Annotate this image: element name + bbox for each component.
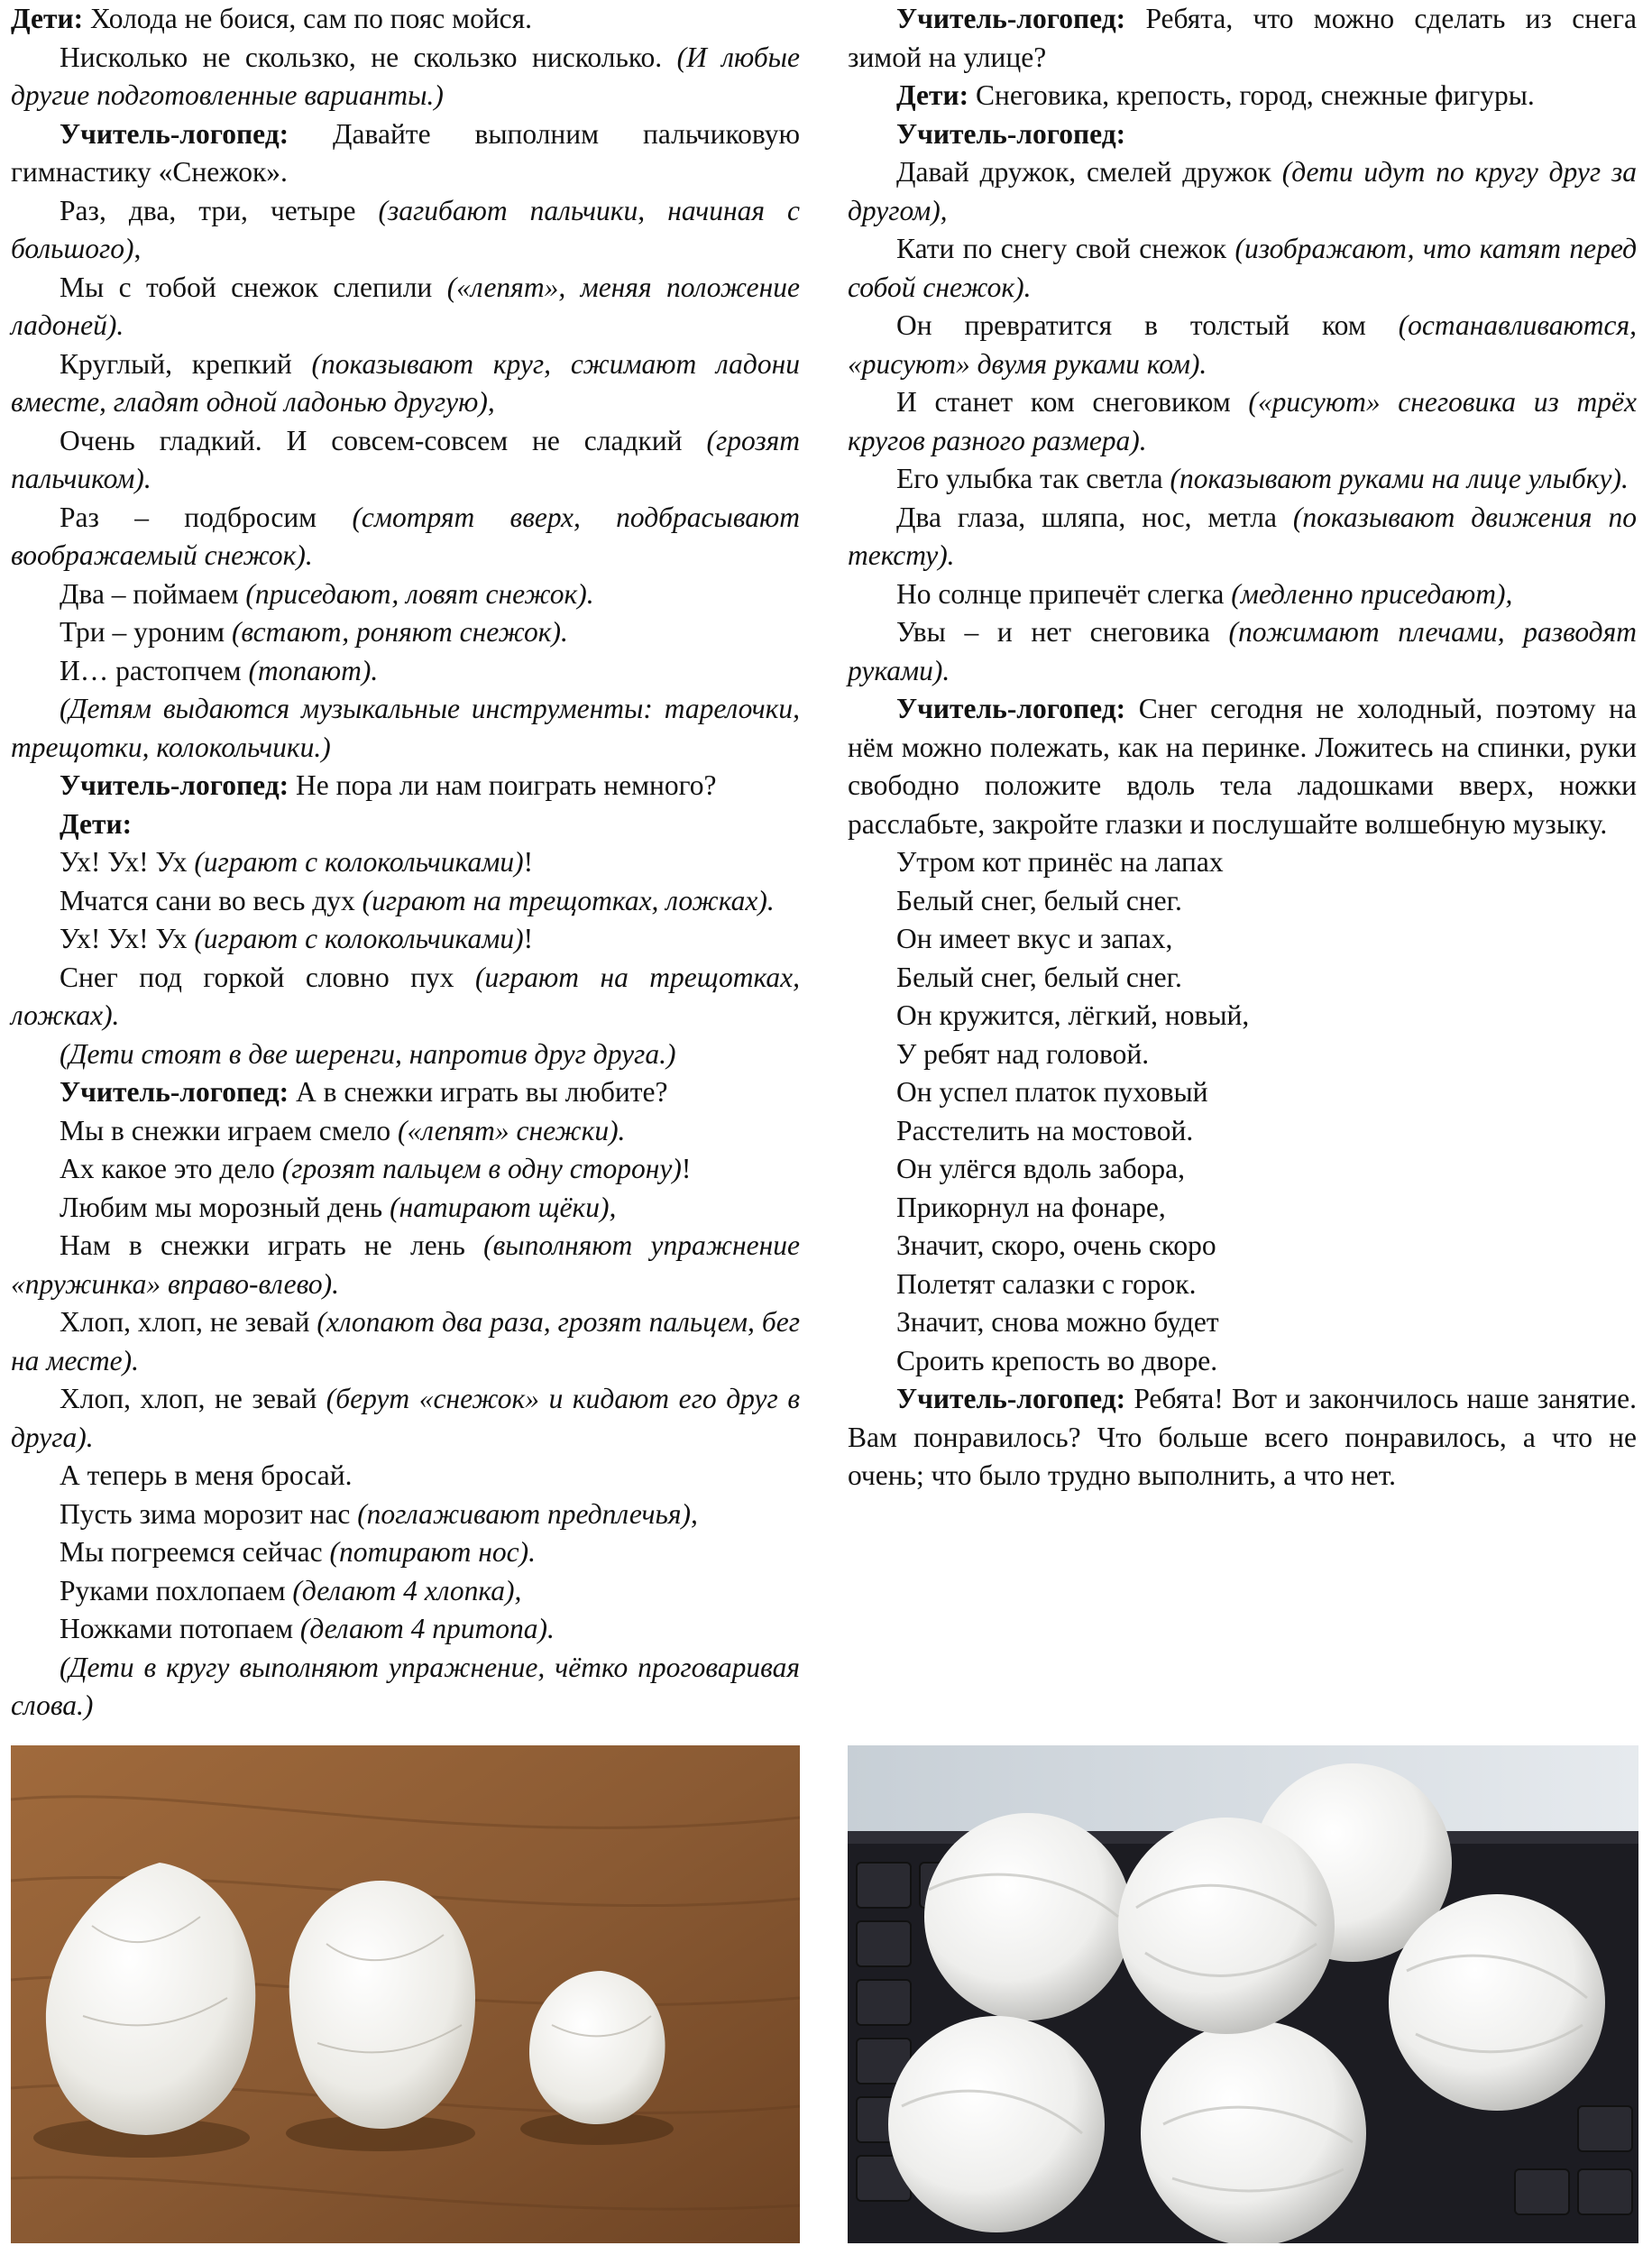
right-paragraph (848, 613, 1637, 690)
text-span: Любим мы морозный день (60, 1191, 390, 1223)
left-paragraph (11, 1150, 800, 1189)
right-paragraph (848, 1189, 1637, 1228)
left-paragraph (11, 1073, 800, 1112)
paper-snowballs-image (11, 1745, 800, 2243)
text-span: Ребята, что можно сделать из снега зимой на улице? (848, 3, 1637, 73)
right-paragraph (848, 499, 1637, 575)
stage-direction: (И любые другие подготовленные варианты.) (11, 41, 800, 111)
stage-direction: (играют с колокольчиками) (194, 923, 524, 954)
left-paragraph (11, 192, 800, 269)
right-paragraph (848, 920, 1637, 959)
stage-direction: (Детям выдаются музыкальные инструменты: тарелочки, трещотки, колокольчики.) (11, 693, 800, 763)
text-span: , (133, 233, 142, 264)
right-paragraph (848, 843, 1637, 882)
text-span: Ребята! Вот и закончилось наше занятие. Вам понравилось? Что больше всего понравилось, а что не очень; что было трудно выполнить, а что нет. (848, 1383, 1637, 1491)
text-span: Увы – и нет снеговика (896, 616, 1229, 648)
left-paragraph (11, 1035, 800, 1074)
left-paragraph (11, 1112, 800, 1151)
speaker-label: Учитель-логопед: (896, 117, 1126, 150)
stage-direction: (показывают руками на лице улыбку). (1170, 463, 1629, 494)
stage-direction: (выполняют упражнение «пружинка» вправо-влево). (11, 1229, 800, 1300)
stage-direction: («лепят», меняя положение ладоней). (11, 271, 801, 341)
right-paragraph (848, 307, 1637, 383)
left-paragraph (11, 1189, 800, 1228)
left-text-column (11, 0, 800, 1726)
text-span: Он улёгся вдоль забора, (896, 1153, 1186, 1184)
text-span: Мы погреемся сейчас (60, 1536, 330, 1568)
text-span: Но солнце припечёт слегка (896, 577, 1232, 610)
text-span: Нисколько не скользко, не скользко нисколько. (60, 41, 677, 73)
yarn-ball-right (1389, 1894, 1605, 2111)
speaker-label: Учитель-логопед: (896, 3, 1146, 34)
stage-direction: (изображают, что катят перед собой снежок). (848, 233, 1637, 303)
text-span: Руками похлопаем (60, 1574, 293, 1606)
speaker-label: Учитель-логопед: (60, 1076, 297, 1108)
text-span: Мы с тобой снежок слепили (60, 271, 447, 303)
text-span: Круглый, крепкий (60, 347, 312, 380)
text-span: Расстелить на мостовой. (896, 1114, 1194, 1146)
text-span: У ребят над головой. (896, 1037, 1150, 1070)
left-paragraph (11, 652, 800, 691)
left-paragraph (11, 1610, 800, 1649)
right-paragraph (848, 1342, 1637, 1381)
text-span: Ух! Ух! Ух (60, 923, 195, 954)
stage-direction: («рисуют» снеговика из трёх кругов разного размера). (848, 386, 1637, 456)
right-paragraph (848, 230, 1637, 307)
left-paragraph (11, 499, 800, 575)
stage-direction: (хлопают два раза, грозят пальцем, бег на месте). (11, 1306, 800, 1376)
left-paragraph (11, 959, 800, 1035)
laptop-screen (848, 1745, 1638, 1831)
text-span: Значит, скоро, очень скоро (896, 1229, 1216, 1261)
text-span: ! (523, 923, 534, 954)
text-span: Не пора ли нам поиграть немного? (296, 769, 717, 801)
stage-direction: (делают 4 хлопка), (292, 1574, 522, 1606)
right-paragraph (848, 77, 1637, 115)
text-span: ! (681, 1153, 692, 1184)
speaker-label: Учитель-логопед: (60, 117, 334, 150)
stage-direction: (приседают, ловят снежок). (245, 577, 594, 610)
text-span: А в снежки играть вы любите? (296, 1076, 668, 1108)
right-paragraph (848, 690, 1637, 843)
text-span: Пусть зима морозит нас (60, 1497, 358, 1530)
stage-direction: (делают 4 притопа). (299, 1613, 555, 1644)
text-span: Белый снег, белый снег. (896, 961, 1182, 993)
stage-direction: (топают). (248, 654, 379, 686)
right-paragraph (848, 1112, 1637, 1151)
left-paragraph (11, 920, 800, 959)
right-paragraph (848, 997, 1637, 1035)
yarn-ball-back-left (924, 1813, 1132, 2020)
left-paragraph (11, 690, 800, 767)
right-paragraph (848, 383, 1637, 460)
speaker-label: Дети: (60, 807, 133, 840)
right-paragraph (848, 1150, 1637, 1189)
stage-direction: (встают, роняют снежок). (231, 616, 568, 648)
text-span: Два глаза, шляпа, нос, метла (896, 501, 1293, 533)
text-span: Сроить крепость во дворе. (896, 1344, 1218, 1376)
text-span: Три – уроним (60, 616, 232, 648)
text-span: Полетят салазки с горок. (896, 1267, 1197, 1300)
left-paragraph (11, 767, 800, 805)
left-paragraph (11, 1227, 800, 1303)
stage-direction: (останавливаются, «рисуют» двумя руками ком). (848, 309, 1637, 380)
text-span: Мчатся сани во весь дух (60, 884, 363, 916)
stage-direction: (играют на трещотках, ложках). (362, 884, 775, 916)
right-paragraph (848, 1266, 1637, 1304)
speaker-label: Учитель-логопед: (60, 769, 297, 801)
text-span: Он имеет вкус и запах, (896, 923, 1173, 954)
stage-direction: (играют на трещотках, ложках). (11, 961, 801, 1031)
text-span: Утром кот принёс на лапах (896, 846, 1224, 878)
right-paragraph (848, 115, 1637, 154)
left-paragraph (11, 843, 800, 882)
stage-direction: (Дети стоят в две шеренги, напротив друг друга.) (60, 1037, 676, 1070)
stage-direction: (играют с колокольчиками) (194, 846, 524, 878)
text-span: Прикорнул на фонаре, (896, 1191, 1166, 1223)
left-paragraph (11, 1649, 800, 1726)
left-paragraph (11, 39, 800, 115)
text-span: Ножками потопаем (60, 1613, 300, 1644)
left-paragraph (11, 805, 800, 844)
left-paragraph (11, 115, 800, 192)
text-span: Снег под горкой словно пух (60, 961, 476, 993)
left-paragraph (11, 613, 800, 652)
stage-direction: (дети идут по кругу друг за другом), (848, 156, 1637, 226)
text-span: Кати по снегу свой снежок (896, 233, 1235, 264)
text-span: Очень гладкий. И совсем-совсем не сладкий (60, 424, 707, 456)
speaker-label: Дети: (896, 79, 977, 111)
left-paragraph (11, 882, 800, 921)
stage-direction: (загибают пальчики, начиная с большого) (11, 194, 800, 264)
paper-snowball-medium (289, 1881, 475, 2129)
stage-direction: (медленно приседают), (1231, 577, 1513, 610)
text-span: Холода не боися, сам по пояс мойся. (90, 3, 533, 34)
right-text-column (848, 0, 1637, 1496)
right-paragraph (848, 575, 1637, 614)
speaker-label: Учитель-логопед: (896, 693, 1139, 724)
stage-direction: (поглаживают предплечья), (357, 1497, 698, 1530)
right-paragraph (848, 882, 1637, 921)
text-span: Он кружится, лёгкий, новый, (896, 999, 1250, 1031)
left-paragraph (11, 1303, 800, 1380)
text-span: ! (523, 846, 534, 878)
text-span: Его улыбка так светла (896, 463, 1170, 494)
stage-direction: (пожимают плечами, разводят руками). (848, 616, 1637, 686)
stage-direction: (показывают круг, сжимают ладони вместе, гладят одной ладонью другую), (11, 347, 800, 418)
left-paragraph (11, 1457, 800, 1496)
stage-direction: (потирают нос). (329, 1536, 536, 1568)
right-paragraph (848, 460, 1637, 499)
left-paragraph (11, 1572, 800, 1611)
text-span: Снеговика, крепость, город, снежные фигуры. (976, 79, 1535, 111)
text-span: И станет ком снеговиком (896, 386, 1249, 418)
left-paragraph (11, 422, 800, 499)
stage-direction: (грозят пальцем в одну сторону) (281, 1153, 682, 1184)
text-span: Он превратится в толстый ком (896, 309, 1399, 341)
text-span: Нам в снежки играть не лень (60, 1229, 484, 1261)
stage-direction: (натирают щёки), (390, 1191, 617, 1223)
text-span: И… растопчем (60, 654, 249, 686)
left-paragraph (11, 345, 800, 422)
right-paragraph (848, 1073, 1637, 1112)
text-span: Ах какое это дело (60, 1153, 282, 1184)
text-span: Мы в снежки играем смело (60, 1114, 398, 1146)
stage-direction: («лепят» снежки). (397, 1114, 626, 1146)
photo-yarn-snowballs-on-keyboard (848, 1745, 1638, 2243)
right-paragraph (848, 1227, 1637, 1266)
yarn-ball-top-center (1118, 1818, 1335, 2034)
stage-direction: (грозят пальчиком). (11, 424, 800, 494)
text-span: Значит, снова можно будет (896, 1306, 1219, 1338)
yarn-snowballs-image (848, 1745, 1638, 2243)
right-paragraph (848, 0, 1637, 77)
text-span: Снег сегодня не холодный, поэтому на нём можно полежать, как на перинке. Ложитесь на спинки, руки свободно положите вдоль тела ладошками вверх, ножки расслабьте, закройте глазки и послушайте волшебную музыку. (848, 693, 1637, 840)
left-paragraph (11, 0, 800, 39)
right-paragraph (848, 1380, 1637, 1496)
text-span: Он успел платок пуховый (896, 1076, 1208, 1108)
stage-direction: (показывают движения по тексту). (848, 501, 1637, 571)
text-span: А теперь в меня бросай. (60, 1459, 353, 1491)
left-paragraph (11, 1380, 800, 1457)
stage-direction: (Дети в кругу выполняют упражнение, чётко проговаривая слова.) (11, 1651, 800, 1721)
left-paragraph (11, 269, 800, 345)
speaker-label: Дети: (11, 3, 91, 34)
stage-direction: (берут «снежок» и кидают его друг в друга). (11, 1383, 801, 1453)
right-paragraph (848, 959, 1637, 998)
stage-direction: (смотрят вверх, подбрасывают воображаемый снежок). (11, 501, 800, 571)
right-paragraph (848, 1303, 1637, 1342)
text-span: Белый снег, белый снег. (896, 884, 1182, 916)
right-paragraph (848, 1035, 1637, 1074)
text-span: Хлоп, хлоп, не зевай (60, 1306, 317, 1338)
text-span: Два – поймаем (60, 577, 246, 610)
left-paragraph (11, 1496, 800, 1534)
text-span: Раз, два, три, четыре (60, 194, 379, 226)
text-span: Давай дружок, смелей дружок (896, 156, 1282, 188)
left-paragraph (11, 1533, 800, 1572)
left-paragraph (11, 575, 800, 614)
photo-paper-snowballs-on-table (11, 1745, 800, 2243)
right-paragraph (848, 153, 1637, 230)
speaker-label: Учитель-логопед: (896, 1383, 1134, 1414)
text-span: Давайте выполним пальчиковую гимнастику «Снежок». (11, 117, 800, 188)
text-span: Хлоп, хлоп, не зевай (60, 1383, 326, 1414)
text-span: Ух! Ух! Ух (60, 846, 195, 878)
text-span: Раз – подбросим (60, 501, 353, 533)
